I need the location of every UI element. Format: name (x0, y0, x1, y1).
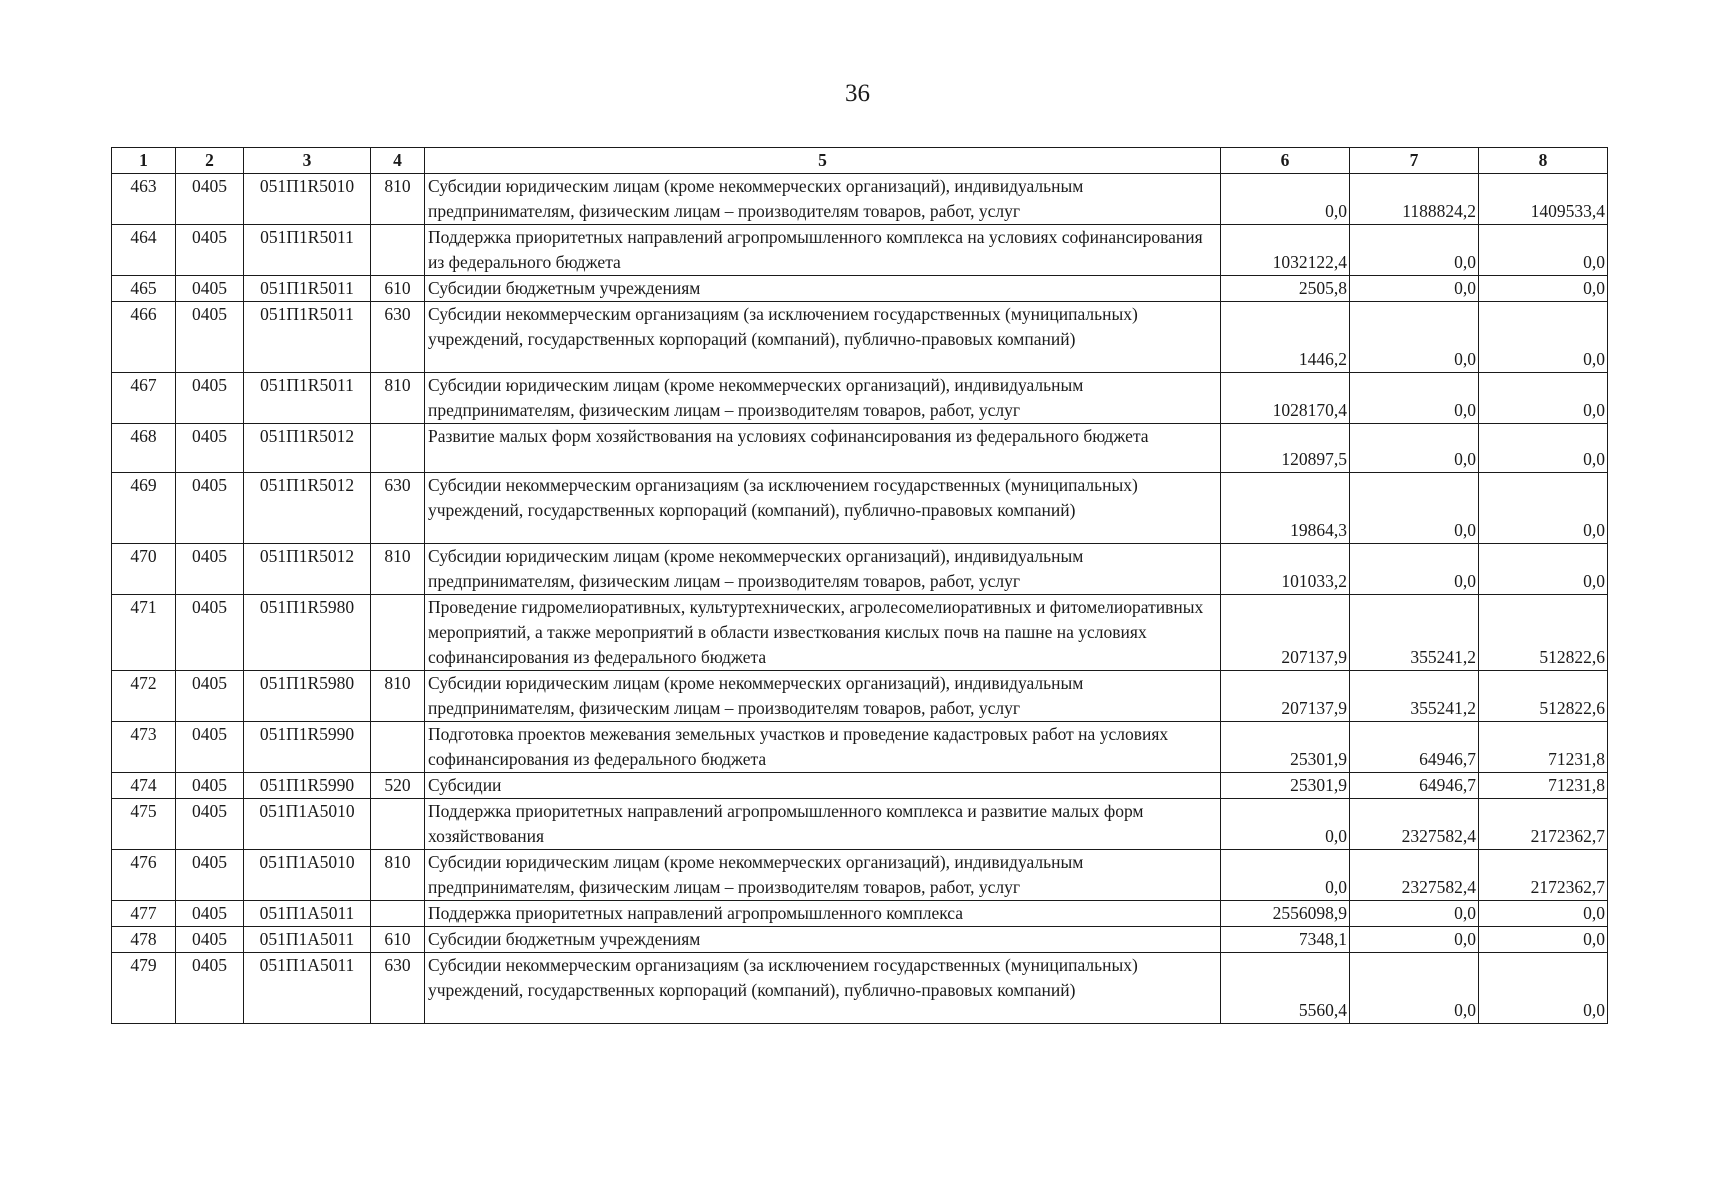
row-number-cell: 469 (112, 473, 176, 544)
amount-col-7-cell: 2327582,4 (1350, 799, 1479, 850)
amount-col-6-cell: 25301,9 (1221, 773, 1350, 799)
target-article-cell: 051П1R5011 (244, 225, 371, 276)
amount-col-8-cell: 71231,8 (1479, 773, 1608, 799)
row-number-cell: 478 (112, 927, 176, 953)
amount-col-6-cell: 207137,9 (1221, 595, 1350, 671)
table-row (112, 276, 1608, 302)
target-article-cell: 051П1R5990 (244, 722, 371, 773)
description-cell: Субсидии юридическим лицам (кроме некоммерческих организаций), индивидуальным предпринимателям, физическим лицам – производителям товаров, работ, услуг (425, 174, 1221, 225)
expense-type-cell: 610 (371, 276, 425, 302)
description-cell: Субсидии юридическим лицам (кроме некоммерческих организаций), индивидуальным предпринимателям, физическим лицам – производителям товаров, работ, услуг (425, 544, 1221, 595)
amount-col-8-cell: 71231,8 (1479, 722, 1608, 773)
table-row (112, 424, 1608, 473)
amount-col-8-cell: 0,0 (1479, 302, 1608, 373)
table-row (112, 850, 1608, 901)
target-article-cell: 051П1А5010 (244, 799, 371, 850)
description-cell: Субсидии юридическим лицам (кроме некоммерческих организаций), индивидуальным предпринимателям, физическим лицам – производителям товаров, работ, услуг (425, 373, 1221, 424)
section-code-cell: 0405 (176, 773, 244, 799)
amount-col-8-cell: 512822,6 (1479, 595, 1608, 671)
target-article-cell: 051П1А5011 (244, 953, 371, 1024)
target-article-cell: 051П1R5011 (244, 302, 371, 373)
section-code-cell: 0405 (176, 953, 244, 1024)
row-number-cell: 466 (112, 302, 176, 373)
description-cell: Субсидии юридическим лицам (кроме некоммерческих организаций), индивидуальным предпринимателям, физическим лицам – производителям товаров, работ, услуг (425, 671, 1221, 722)
target-article-cell: 051П1R5012 (244, 544, 371, 595)
section-code-cell: 0405 (176, 373, 244, 424)
target-article-cell: 051П1R5980 (244, 595, 371, 671)
row-number-cell: 463 (112, 174, 176, 225)
page-number: 36 (845, 80, 870, 107)
target-article-cell: 051П1R5011 (244, 276, 371, 302)
description-cell: Поддержка приоритетных направлений агропромышленного комплекса на условиях софинансирования из федерального бюджета (425, 225, 1221, 276)
expense-type-cell (371, 722, 425, 773)
table-row (112, 901, 1608, 927)
section-code-cell: 0405 (176, 722, 244, 773)
expense-type-cell: 810 (371, 850, 425, 901)
amount-col-6-cell: 2505,8 (1221, 276, 1350, 302)
section-code-cell: 0405 (176, 850, 244, 901)
amount-col-8-cell: 0,0 (1479, 473, 1608, 544)
target-article-cell: 051П1А5011 (244, 927, 371, 953)
row-number-cell: 467 (112, 373, 176, 424)
target-article-cell: 051П1R5980 (244, 671, 371, 722)
header-col-4: 4 (371, 148, 425, 174)
amount-col-6-cell: 1446,2 (1221, 302, 1350, 373)
header-col-6: 6 (1221, 148, 1350, 174)
row-number-cell: 474 (112, 773, 176, 799)
amount-col-7-cell: 355241,2 (1350, 595, 1479, 671)
amount-col-6-cell: 1032122,4 (1221, 225, 1350, 276)
target-article-cell: 051П1R5012 (244, 424, 371, 473)
description-cell: Субсидии некоммерческим организациям (за исключением государственных (муниципальных) учреждений, государственных корпораций (компаний), публично-правовых компаний) (425, 473, 1221, 544)
header-col-2: 2 (176, 148, 244, 174)
amount-col-8-cell: 0,0 (1479, 276, 1608, 302)
expense-type-cell (371, 595, 425, 671)
amount-col-8-cell: 0,0 (1479, 953, 1608, 1024)
amount-col-8-cell: 0,0 (1479, 544, 1608, 595)
amount-col-6-cell: 0,0 (1221, 174, 1350, 225)
section-code-cell: 0405 (176, 595, 244, 671)
row-number-cell: 476 (112, 850, 176, 901)
header-col-5: 5 (425, 148, 1221, 174)
row-number-cell: 473 (112, 722, 176, 773)
amount-col-7-cell: 0,0 (1350, 901, 1479, 927)
amount-col-7-cell: 1188824,2 (1350, 174, 1479, 225)
amount-col-6-cell: 25301,9 (1221, 722, 1350, 773)
amount-col-7-cell: 0,0 (1350, 473, 1479, 544)
amount-col-6-cell: 5560,4 (1221, 953, 1350, 1024)
expense-type-cell (371, 799, 425, 850)
amount-col-6-cell: 0,0 (1221, 850, 1350, 901)
expense-type-cell: 520 (371, 773, 425, 799)
description-cell: Субсидии бюджетным учреждениям (425, 927, 1221, 953)
description-cell: Подготовка проектов межевания земельных участков и проведение кадастровых работ на условиях софинансирования из федерального бюджета (425, 722, 1221, 773)
amount-col-7-cell: 2327582,4 (1350, 850, 1479, 901)
description-cell: Субсидии некоммерческим организациям (за исключением государственных (муниципальных) учреждений, государственных корпораций (компаний), публично-правовых компаний) (425, 953, 1221, 1024)
amount-col-6-cell: 7348,1 (1221, 927, 1350, 953)
amount-col-8-cell: 0,0 (1479, 424, 1608, 473)
expense-type-cell: 630 (371, 302, 425, 373)
section-code-cell: 0405 (176, 174, 244, 225)
row-number-cell: 468 (112, 424, 176, 473)
section-code-cell: 0405 (176, 544, 244, 595)
description-cell: Развитие малых форм хозяйствования на условиях софинансирования из федерального бюджета (425, 424, 1221, 473)
table-row (112, 799, 1608, 850)
amount-col-7-cell: 64946,7 (1350, 722, 1479, 773)
target-article-cell: 051П1А5010 (244, 850, 371, 901)
expense-type-cell: 810 (371, 544, 425, 595)
expense-type-cell: 610 (371, 927, 425, 953)
amount-col-8-cell: 0,0 (1479, 373, 1608, 424)
section-code-cell: 0405 (176, 225, 244, 276)
amount-col-7-cell: 0,0 (1350, 927, 1479, 953)
description-cell: Поддержка приоритетных направлений агропромышленного комплекса (425, 901, 1221, 927)
description-cell: Поддержка приоритетных направлений агропромышленного комплекса и развитие малых форм хозяйствования (425, 799, 1221, 850)
header-col-3: 3 (244, 148, 371, 174)
description-cell: Проведение гидромелиоративных, культуртехнических, агролесомелиоративных и фитомелиоративных мероприятий, а также мероприятий в области известкования кислых почв на пашне на условиях софинансирования из федерального бюджета (425, 595, 1221, 671)
table-row (112, 302, 1608, 373)
amount-col-8-cell: 0,0 (1479, 927, 1608, 953)
target-article-cell: 051П1А5011 (244, 901, 371, 927)
expense-type-cell: 810 (371, 373, 425, 424)
section-code-cell: 0405 (176, 671, 244, 722)
amount-col-6-cell: 19864,3 (1221, 473, 1350, 544)
amount-col-7-cell: 0,0 (1350, 544, 1479, 595)
amount-col-8-cell: 1409533,4 (1479, 174, 1608, 225)
section-code-cell: 0405 (176, 276, 244, 302)
section-code-cell: 0405 (176, 424, 244, 473)
amount-col-7-cell: 355241,2 (1350, 671, 1479, 722)
table-row (112, 671, 1608, 722)
amount-col-8-cell: 2172362,7 (1479, 799, 1608, 850)
table-row (112, 373, 1608, 424)
table-row (112, 927, 1608, 953)
target-article-cell: 051П1R5011 (244, 373, 371, 424)
amount-col-6-cell: 207137,9 (1221, 671, 1350, 722)
section-code-cell: 0405 (176, 901, 244, 927)
amount-col-7-cell: 0,0 (1350, 302, 1479, 373)
row-number-cell: 465 (112, 276, 176, 302)
table-row (112, 595, 1608, 671)
header-col-1: 1 (112, 148, 176, 174)
amount-col-6-cell: 101033,2 (1221, 544, 1350, 595)
target-article-cell: 051П1R5010 (244, 174, 371, 225)
table-row (112, 722, 1608, 773)
row-number-cell: 472 (112, 671, 176, 722)
amount-col-6-cell: 1028170,4 (1221, 373, 1350, 424)
amount-col-7-cell: 0,0 (1350, 373, 1479, 424)
amount-col-7-cell: 0,0 (1350, 953, 1479, 1024)
section-code-cell: 0405 (176, 473, 244, 544)
table-row (112, 473, 1608, 544)
description-cell: Субсидии юридическим лицам (кроме некоммерческих организаций), индивидуальным предпринимателям, физическим лицам – производителям товаров, работ, услуг (425, 850, 1221, 901)
amount-col-8-cell: 512822,6 (1479, 671, 1608, 722)
row-number-cell: 477 (112, 901, 176, 927)
table-row (112, 773, 1608, 799)
section-code-cell: 0405 (176, 302, 244, 373)
target-article-cell: 051П1R5990 (244, 773, 371, 799)
amount-col-7-cell: 0,0 (1350, 225, 1479, 276)
header-col-7: 7 (1350, 148, 1479, 174)
section-code-cell: 0405 (176, 799, 244, 850)
table-body (112, 174, 1608, 1024)
row-number-cell: 464 (112, 225, 176, 276)
table-row (112, 953, 1608, 1024)
expense-type-cell: 630 (371, 953, 425, 1024)
expense-type-cell: 810 (371, 174, 425, 225)
expense-type-cell (371, 424, 425, 473)
expense-type-cell (371, 225, 425, 276)
table-header (112, 148, 1608, 174)
table-row (112, 174, 1608, 225)
amount-col-6-cell: 2556098,9 (1221, 901, 1350, 927)
amount-col-8-cell: 0,0 (1479, 225, 1608, 276)
description-cell: Субсидии некоммерческим организациям (за исключением государственных (муниципальных) учреждений, государственных корпораций (компаний), публично-правовых компаний) (425, 302, 1221, 373)
amount-col-8-cell: 2172362,7 (1479, 850, 1608, 901)
header-row (112, 148, 1608, 174)
row-number-cell: 470 (112, 544, 176, 595)
expense-type-cell (371, 901, 425, 927)
amount-col-7-cell: 0,0 (1350, 424, 1479, 473)
amount-col-6-cell: 0,0 (1221, 799, 1350, 850)
table-row (112, 544, 1608, 595)
amount-col-6-cell: 120897,5 (1221, 424, 1350, 473)
description-cell: Субсидии бюджетным учреждениям (425, 276, 1221, 302)
amount-col-7-cell: 0,0 (1350, 276, 1479, 302)
budget-table (111, 147, 1608, 1024)
table-row (112, 225, 1608, 276)
header-col-8: 8 (1479, 148, 1608, 174)
amount-col-8-cell: 0,0 (1479, 901, 1608, 927)
expense-type-cell: 810 (371, 671, 425, 722)
description-cell: Субсидии (425, 773, 1221, 799)
section-code-cell: 0405 (176, 927, 244, 953)
row-number-cell: 475 (112, 799, 176, 850)
expense-type-cell: 630 (371, 473, 425, 544)
amount-col-7-cell: 64946,7 (1350, 773, 1479, 799)
row-number-cell: 471 (112, 595, 176, 671)
row-number-cell: 479 (112, 953, 176, 1024)
target-article-cell: 051П1R5012 (244, 473, 371, 544)
